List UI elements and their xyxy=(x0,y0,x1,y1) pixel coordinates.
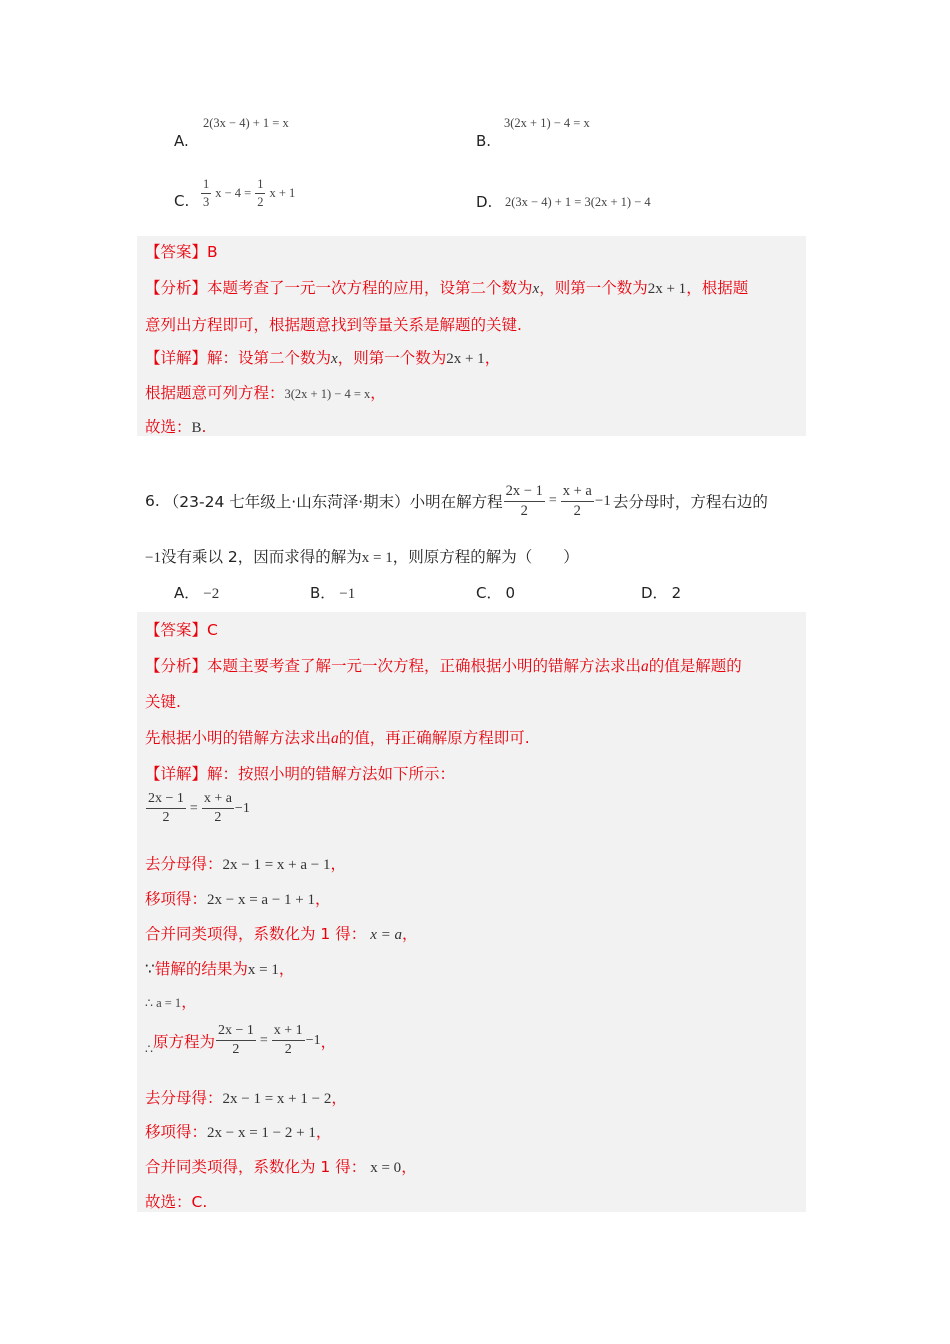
detail-choice: B xyxy=(191,420,202,436)
q6-answer-panel xyxy=(137,612,806,1212)
step-end: ， xyxy=(315,890,331,908)
step-end: ， xyxy=(401,1158,417,1176)
detail-equation-1 xyxy=(145,792,250,825)
detail-text: ，则第一个数为 xyxy=(337,349,447,367)
step-label: 移项得： xyxy=(145,890,208,908)
step-label: 去分母得： xyxy=(145,855,223,873)
step-expr: 2x − x = 1 − 2 + 1 xyxy=(207,1125,316,1141)
q5-option-a-expr: 2(3x − 4) + 1 = x xyxy=(203,116,289,130)
because-end: ， xyxy=(278,960,295,978)
frac-num: x + a xyxy=(561,484,594,502)
frac-num: 1 xyxy=(201,178,211,194)
option-value: −2 xyxy=(203,586,220,602)
detail-text: 解：设第二个数为 xyxy=(207,349,332,367)
detail-tag: 【详解】 xyxy=(145,349,208,367)
therefore-end: ， xyxy=(181,993,197,1011)
equals-sign: = xyxy=(259,1032,268,1048)
frac-num: 2x − 1 xyxy=(504,484,545,502)
step-end: ， xyxy=(402,925,418,943)
answer-label: 【答案】B xyxy=(145,243,218,261)
detail-expr: 2x + 1 xyxy=(446,351,485,367)
step-line-2 xyxy=(145,887,331,909)
analysis-line-2: 关键. xyxy=(145,693,181,711)
frac-num: x + 1 xyxy=(272,1024,305,1041)
analysis-text: ，则第一个数为 xyxy=(539,279,648,297)
fraction xyxy=(504,484,545,518)
analysis-text: 先根据小明的错解方法求出 xyxy=(145,729,332,747)
detail-text: 根据题意可列方程： xyxy=(145,384,285,402)
frac-num: 2x − 1 xyxy=(216,1024,256,1041)
option-label: D． xyxy=(641,584,668,602)
detail-line-1 xyxy=(145,346,500,368)
frac-den: 2 xyxy=(520,502,528,519)
step-expr: x = a xyxy=(370,927,402,943)
frac-den: 2 xyxy=(232,1042,240,1057)
q5-option-d-label: D. xyxy=(476,193,493,211)
step-line-5 xyxy=(145,1120,331,1142)
analysis-var: x xyxy=(532,281,540,297)
detail-line-3 xyxy=(145,415,206,437)
fraction xyxy=(202,792,234,825)
eq-tail: −1 xyxy=(234,800,250,816)
frac-den: 2 xyxy=(162,810,170,825)
step-end: ， xyxy=(330,855,347,873)
step-label: 去分母得： xyxy=(145,1089,223,1107)
option-label: A． xyxy=(174,584,200,602)
q6-stem-line-1 xyxy=(145,484,768,518)
fraction xyxy=(272,1024,305,1057)
q5-option-c-expr xyxy=(200,178,295,208)
option-value: 2 xyxy=(671,584,682,602)
detail-line-2 xyxy=(145,381,386,403)
therefore-line-1 xyxy=(145,990,197,1012)
analysis-tag: 【分析】 xyxy=(145,279,208,297)
q5-option-b-label: B. xyxy=(476,132,492,150)
fraction xyxy=(146,792,186,825)
detail-text: 故选： xyxy=(145,418,192,436)
step-end: ， xyxy=(315,1123,332,1141)
analysis-tag: 【分析】 xyxy=(145,657,208,675)
option-value: −1 xyxy=(339,586,356,602)
because-line xyxy=(145,957,294,979)
analysis-text: 的值是解题的 xyxy=(648,657,742,675)
step-label: 合并同类项得，系数化为 1 得： xyxy=(145,1158,367,1176)
q6-stem-line-2 xyxy=(145,545,579,567)
analysis-line-3 xyxy=(145,726,530,748)
q6-option-d xyxy=(641,582,681,603)
because-symbol: ∵ xyxy=(145,960,155,978)
question-number: 6. xyxy=(145,492,160,510)
q5-option-b-expr: 3(2x + 1) − 4 = x xyxy=(504,116,590,130)
analysis-var: a xyxy=(331,730,339,747)
option-c-end: x + 1 xyxy=(269,185,296,200)
equals-sign: = xyxy=(189,800,198,816)
original-equation-line xyxy=(145,1024,336,1057)
analysis-line-1 xyxy=(145,276,748,298)
step-expr: 2x − 1 = x + 1 − 2 xyxy=(222,1091,332,1107)
frac-num: 2x − 1 xyxy=(146,792,186,809)
frac-num: 1 xyxy=(255,178,265,194)
detail-tag: 【详解】 xyxy=(145,765,208,783)
step-expr: 2x − x = a − 1 + 1 xyxy=(207,892,316,908)
detail-var: x xyxy=(331,351,338,367)
q6-option-c xyxy=(476,582,515,603)
question-text: ，则原方程的解为（ ） xyxy=(392,548,579,566)
option-label: B． xyxy=(310,584,336,602)
therefore-expr: ∴ a = 1 xyxy=(145,996,182,1010)
step-line-1 xyxy=(145,852,346,874)
frac-num: x + a xyxy=(202,792,234,809)
step-label: 移项得： xyxy=(145,1123,208,1141)
q5-option-d-expr: 2(3x − 4) + 1 = 3(2x + 1) − 4 xyxy=(505,195,651,209)
analysis-var: a xyxy=(641,658,649,675)
question-text: 去分母时，方程右边的 xyxy=(612,493,768,511)
wrong-solution: x = 1 xyxy=(361,550,393,566)
step-line-4 xyxy=(145,1086,347,1108)
analysis-line-1 xyxy=(145,654,742,676)
detail-equation: 3(2x + 1) − 4 = x xyxy=(284,387,371,401)
step-label: 合并同类项得，系数化为 1 得： xyxy=(145,925,367,943)
question-text: 小明在解方程 xyxy=(409,493,503,511)
step-end: ， xyxy=(331,1089,347,1107)
option-value: 0 xyxy=(505,584,516,602)
analysis-expr: 2x + 1 xyxy=(647,281,687,297)
detail-line-1 xyxy=(145,762,455,784)
step-line-6 xyxy=(145,1155,417,1177)
minus-one: −1 xyxy=(145,550,161,566)
analysis-line-2: 意列出方程即可，根据题意找到等量关系是解题的关键. xyxy=(145,316,522,334)
therefore-symbol: ∴ xyxy=(145,1042,153,1056)
frac-den: 3 xyxy=(203,194,210,209)
analysis-text: 本题考查了一元一次方程的应用，设第二个数为 xyxy=(207,279,533,297)
option-label: C． xyxy=(476,584,502,602)
detail-text: 解：按照小明的错解方法如下所示： xyxy=(207,765,456,783)
analysis-text: ，根据题 xyxy=(686,279,749,297)
q5-option-c-label: C. xyxy=(174,192,190,210)
answer-label: 【答案】C xyxy=(145,621,218,639)
fraction xyxy=(561,484,594,518)
detail-text: . xyxy=(201,418,207,436)
equals-sign: = xyxy=(548,493,557,508)
eq-tail: −1 xyxy=(594,492,611,509)
because-text: 错解的结果为 xyxy=(154,960,248,978)
fraction xyxy=(216,1024,256,1057)
question-text: 没有乘以 2，因而求得的解为 xyxy=(160,548,362,566)
because-expr: x = 1 xyxy=(247,962,279,978)
step-expr: x = 0 xyxy=(370,1160,402,1176)
frac-den: 2 xyxy=(284,1042,292,1057)
step-end: ， xyxy=(320,1032,337,1051)
step-line-3 xyxy=(145,922,418,944)
detail-text: ， xyxy=(370,384,386,402)
frac-den: 2 xyxy=(573,502,581,519)
frac-den: 2 xyxy=(257,194,264,209)
final-answer: 故选：C. xyxy=(145,1193,208,1211)
option-c-mid: x − 4 = xyxy=(215,185,252,200)
frac-den: 2 xyxy=(214,810,222,825)
eq-tail: −1 xyxy=(305,1032,321,1048)
analysis-text: 本题主要考查了解一元一次方程，正确根据小明的错解方法求出 xyxy=(207,657,642,675)
analysis-text: 的值，再正确解原方程即可. xyxy=(338,729,530,747)
step-expr: 2x − 1 = x + a − 1 xyxy=(222,857,331,873)
q5-option-a-label: A. xyxy=(174,132,189,150)
q6-option-b xyxy=(310,582,355,603)
q5-answer-panel xyxy=(137,236,806,436)
q6-option-a xyxy=(174,582,219,603)
orig-label: 原方程为 xyxy=(152,1032,215,1051)
question-source: （23-24 七年级上·山东菏泽·期末） xyxy=(163,493,410,511)
detail-text: ， xyxy=(484,349,501,367)
